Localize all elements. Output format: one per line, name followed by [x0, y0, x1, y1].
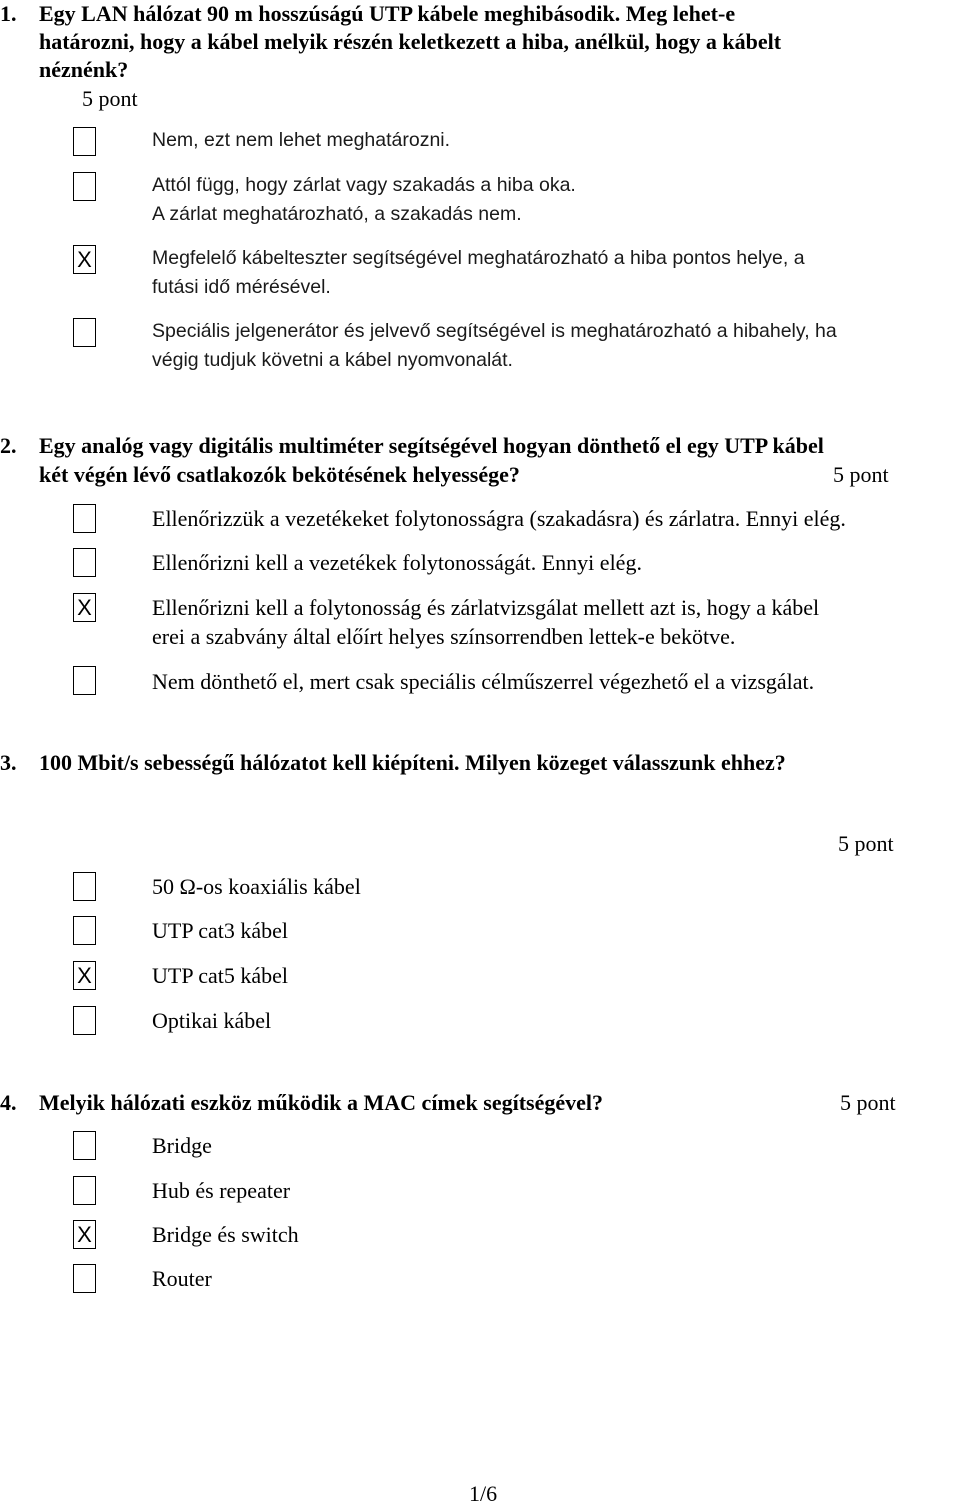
- q4-points: 5 pont: [840, 1090, 896, 1115]
- q1-number: 1.: [0, 1, 17, 26]
- q1-option1-checkbox[interactable]: [73, 127, 96, 156]
- q3-option4-checkbox[interactable]: [73, 1006, 96, 1035]
- q4-option4-checkbox[interactable]: [73, 1264, 96, 1293]
- q1-option2-label-line2: A zárlat meghatározható, a szakadás nem.: [152, 203, 522, 225]
- q1-option3-checkbox[interactable]: [73, 245, 96, 274]
- q2-option3-label-line1: Ellenőrizni kell a folytonosság és zárlatvizsgálat mellett azt is, hogy a kábel: [152, 595, 820, 620]
- q4-option2-checkbox[interactable]: [73, 1176, 96, 1205]
- q3-option3-label: UTP cat5 kábel: [152, 963, 289, 988]
- q2-text-line1: Egy analóg vagy digitális multiméter segítségével hogyan dönthető el egy UTP kábel: [39, 433, 824, 458]
- q4-option4-label: Router: [152, 1266, 212, 1291]
- q3-option1-label: 50 Ω-os koaxiális kábel: [152, 874, 361, 899]
- q2-option1-label: Ellenőrizzük a vezetékeket folytonosságra (szakadásra) és zárlatra. Ennyi elég.: [152, 506, 846, 531]
- q1-option2-mark: [74, 173, 95, 200]
- q2-option3-mark: X: [77, 595, 92, 620]
- q3-option2-label: UTP cat3 kábel: [152, 918, 289, 943]
- q4-option4-mark: [74, 1265, 95, 1292]
- q2-option3-label-line2: erei a szabvány által előírt helyes színsorrendben lettek-e bekötve.: [152, 624, 736, 649]
- q3-option3-checkbox[interactable]: [73, 961, 96, 990]
- q4-text: Melyik hálózati eszköz működik a MAC címek segítségével?: [39, 1090, 603, 1115]
- page-number: 1/6: [469, 1481, 498, 1506]
- q3-option2-mark: [74, 917, 95, 944]
- q4-option3-checkbox[interactable]: [73, 1220, 96, 1249]
- q4-option2-mark: [74, 1177, 95, 1204]
- q4-option1-label: Bridge: [152, 1133, 212, 1158]
- q4-option1-checkbox[interactable]: [73, 1131, 96, 1160]
- q2-option2-label: Ellenőrizni kell a vezetékek folytonosságát. Ennyi elég.: [152, 550, 642, 575]
- q1-option2-checkbox[interactable]: [73, 172, 96, 201]
- q4-option2-label: Hub és repeater: [152, 1178, 291, 1203]
- q2-option2-mark: [74, 549, 95, 576]
- q2-text-line2: két végén lévő csatlakozók bekötésének helyessége?: [39, 462, 520, 487]
- q1-text-line1: Egy LAN hálózat 90 m hosszúságú UTP kábele meghibásodik. Meg lehet-e: [39, 1, 736, 26]
- q2-number: 2.: [0, 433, 17, 458]
- q1-text-line3: néznénk?: [39, 57, 129, 82]
- q1-option1-label: Nem, ezt nem lehet meghatározni.: [152, 129, 451, 151]
- q2-option4-label: Nem dönthető el, mert csak speciális célműszerrel végezhető el a vizsgálat.: [152, 669, 815, 694]
- q1-option4-checkbox[interactable]: [73, 318, 96, 347]
- q3-option4-mark: [74, 1007, 95, 1034]
- q1-option3-label-line1: Megfelelő kábelteszter segítségével meghatározható a hiba pontos helye, a: [152, 247, 805, 269]
- q1-text-line2: határozni, hogy a kábel melyik részén keletkezett a hiba, anélkül, hogy a kábelt: [39, 29, 782, 54]
- q3-number: 3.: [0, 750, 17, 775]
- q3-option4-label: Optikai kábel: [152, 1008, 272, 1033]
- q3-option1-mark: [74, 873, 95, 900]
- q3-option2-checkbox[interactable]: [73, 916, 96, 945]
- q2-option1-mark: [74, 505, 95, 532]
- q1-points: 5 pont: [82, 86, 138, 111]
- q1-option4-label-line1: Speciális jelgenerátor és jelvevő segítségével is meghatározható a hibahely, ha: [152, 320, 837, 342]
- q4-option3-label: Bridge és switch: [152, 1222, 299, 1247]
- q4-option1-mark: [74, 1132, 95, 1159]
- q1-option1-mark: [74, 128, 95, 155]
- q3-points: 5 pont: [838, 831, 894, 856]
- q2-option1-checkbox[interactable]: [73, 504, 96, 533]
- q2-option2-checkbox[interactable]: [73, 548, 96, 577]
- q2-option3-checkbox[interactable]: [73, 593, 96, 622]
- q3-text: 100 Mbit/s sebességű hálózatot kell kiépíteni. Milyen közeget válasszunk ehhez?: [39, 750, 786, 775]
- q1-option4-mark: [74, 319, 95, 346]
- q2-points: 5 pont: [833, 462, 889, 487]
- q2-option4-checkbox[interactable]: [73, 666, 96, 695]
- q3-option3-mark: X: [77, 963, 92, 988]
- q1-option4-label-line2: végig tudjuk követni a kábel nyomvonalát.: [152, 349, 513, 371]
- q1-option3-mark: X: [77, 247, 92, 272]
- q4-number: 4.: [0, 1090, 17, 1115]
- q1-option2-label-line1: Attól függ, hogy zárlat vagy szakadás a hiba oka.: [152, 174, 576, 196]
- q4-option3-mark: X: [77, 1222, 92, 1247]
- q1-option3-label-line2: futási idő mérésével.: [152, 276, 331, 298]
- q3-option1-checkbox[interactable]: [73, 872, 96, 901]
- q2-option4-mark: [74, 667, 95, 694]
